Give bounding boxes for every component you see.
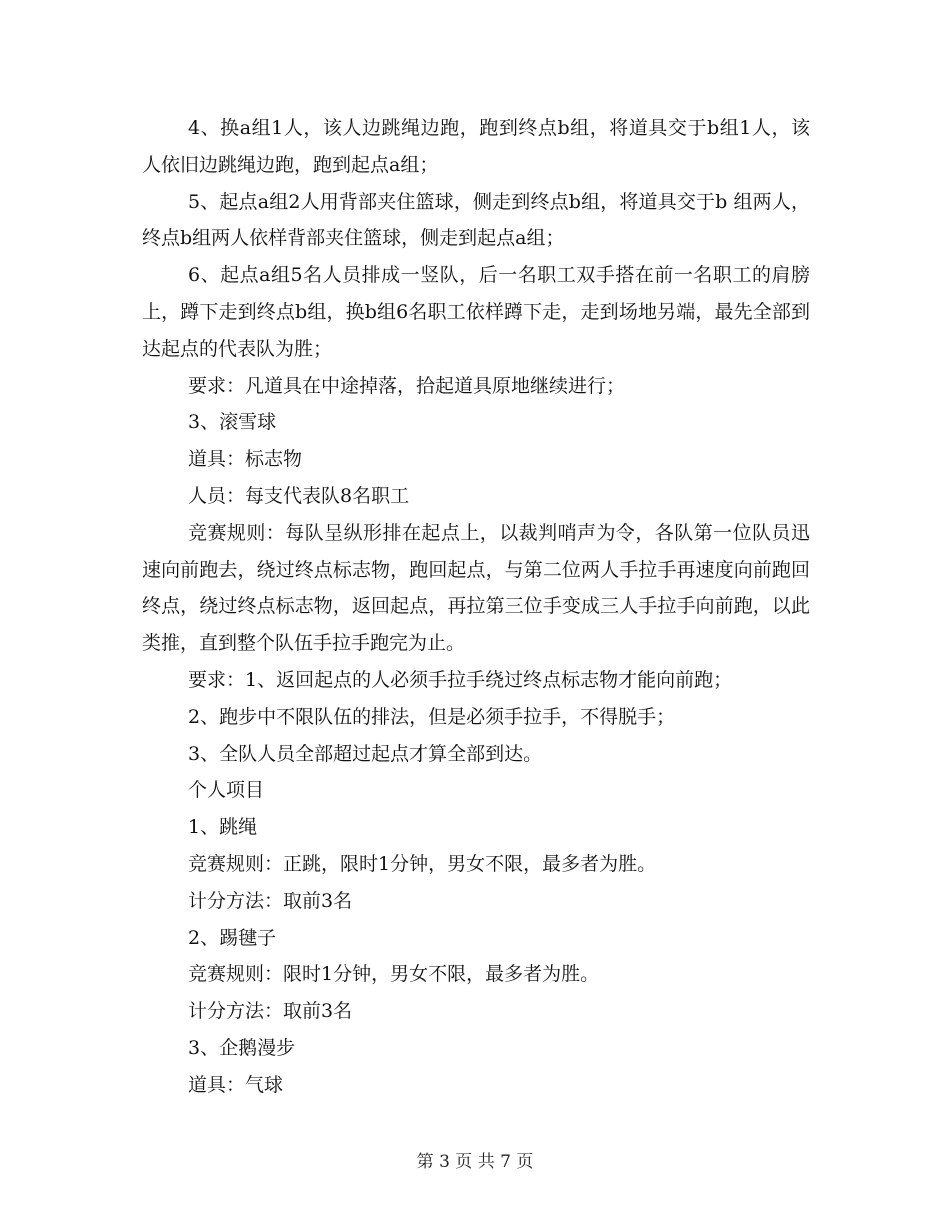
paragraph: 计分方法：取前3名 bbox=[188, 889, 353, 912]
paragraph: 计分方法：取前3名 bbox=[188, 1000, 353, 1023]
section-heading: 3、滚雪球 bbox=[188, 411, 277, 434]
paragraph: 道具：气球 bbox=[188, 1073, 284, 1096]
paragraph: 竞赛规则：正跳，限时1分钟，男女不限，最多者为胜。 bbox=[188, 852, 657, 875]
section-heading: 3、企鹅漫步 bbox=[188, 1036, 296, 1059]
section-heading: 个人项目 bbox=[188, 779, 265, 802]
paragraph: 道具：标志物 bbox=[188, 448, 303, 471]
paragraph: 4、换a组1人，该人边跳绳边跑，跑到终点b组，将道具交于b组1人，该人依旧边跳绳边跑，跑到起点a组； bbox=[142, 117, 810, 176]
document-body bbox=[142, 110, 810, 1104]
page-number: 第 3 页 共 7 页 bbox=[416, 1152, 534, 1172]
section-heading: 1、跳绳 bbox=[188, 816, 258, 839]
paragraph: 要求：凡道具在中途掉落，拾起道具原地继续进行； bbox=[188, 374, 626, 397]
paragraph: 2、跑步中不限队伍的排法，但是必须手拉手，不得脱手； bbox=[188, 705, 676, 728]
paragraph: 要求：1、返回起点的人必须手拉手绕过终点标志物才能向前跑； bbox=[188, 668, 733, 691]
paragraph: 竞赛规则：每队呈纵形排在起点上，以裁判哨声为令，各队第一位队员迅速向前跑去，绕过终点标志物，跑回起点，与第二位两人手拉手再速度向前跑回终点，绕过终点标志物，返回起点，再拉第三位手变成三人手拉手向前跑，以此类推，直到整个队伍手拉手跑完为止。 bbox=[142, 521, 810, 655]
paragraph: 5、起点a组2人用背部夹住篮球，侧走到终点b组，将道具交于b 组两人，终点b组两人依样背部夹住篮球，侧走到起点a组； bbox=[142, 190, 810, 250]
page-footer bbox=[0, 1150, 950, 1174]
paragraph: 3、全队人员全部超过起点才算全部到达。 bbox=[188, 742, 543, 765]
section-heading: 2、踢毽子 bbox=[188, 926, 277, 949]
paragraph: 6、起点a组5名人员排成一竖队，后一名职工双手搭在前一名职工的肩膀上，蹲下走到终点b组，换b组6名职工依样蹲下走，走到场地另端，最先全部到达起点的代表队为胜； bbox=[142, 264, 810, 360]
paragraph: 竞赛规则：限时1分钟，男女不限，最多者为胜。 bbox=[188, 963, 600, 986]
paragraph: 人员：每支代表队8名职工 bbox=[188, 484, 410, 507]
